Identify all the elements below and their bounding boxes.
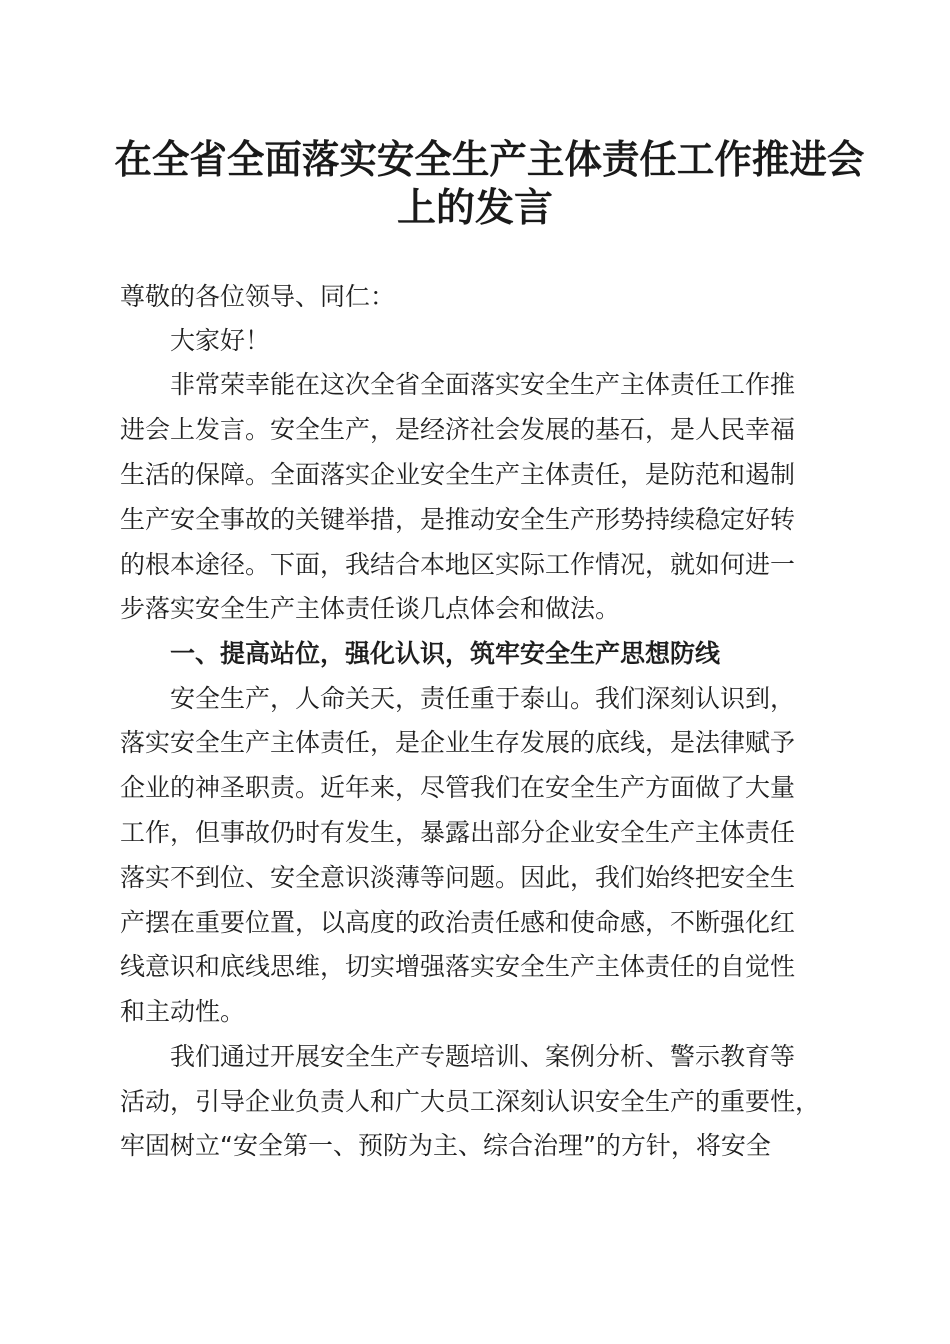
title-line-1: 在全省全面落实安全生产主体责任工作推进会 [114,137,865,183]
para1-line-4: 工作，但事故仍时有发生，暴露出部分企业安全生产主体责任 [120,818,796,847]
intro-line-3: 生活的保障。全面落实企业安全生产主体责任，是防范和遏制 [120,460,796,489]
para1-line-6: 产摆在重要位置，以高度的政治责任感和使命感，不断强化红 [120,908,796,937]
document-title [100,136,865,232]
salutation: 尊敬的各位领导、同仁： [120,282,396,311]
para2-line-1: 我们通过开展安全生产专题培训、案例分析、警示教育等 [170,1042,796,1071]
title-line-2: 上的发言 [396,185,553,231]
intro-line-6: 步落实安全生产主体责任谈几点体会和做法。 [120,594,621,623]
intro-line-1: 非常荣幸能在这次全省全面落实安全生产主体责任工作推 [170,370,796,399]
para1-line-2: 落实安全生产主体责任，是企业生存发展的底线，是法律赋予 [120,728,796,757]
para1-line-8: 和主动性。 [120,997,246,1026]
para1-line-5: 落实不到位、安全意识淡薄等问题。因此，我们始终把安全生 [120,863,796,892]
intro-line-2: 进会上发言。安全生产，是经济社会发展的基石，是人民幸福 [120,415,796,444]
para2-line-2: 活动，引导企业负责人和广大员工深刻认识安全生产的重要性， [120,1087,821,1116]
para1-line-1: 安全生产，人命关天，责任重于泰山。我们深刻认识到， [170,684,796,713]
para1-line-7: 线意识和底线思维，切实增强落实安全生产主体责任的自觉性 [120,952,796,981]
section-heading-1: 一、提高站位，强化认识，筑牢安全生产思想防线 [170,639,721,668]
intro-line-4: 生产安全事故的关键举措，是推动安全生产形势持续稳定好转 [120,505,796,534]
para1-line-3: 企业的神圣职责。近年来，尽管我们在安全生产方面做了大量 [120,773,796,802]
greeting: 大家好！ [170,326,271,355]
para2-line-3: 牢固树立“安全第一、预防为主、综合治理”的方针，将安全 [120,1131,771,1160]
intro-line-5: 的根本途径。下面，我结合本地区实际工作情况，就如何进一 [120,550,796,579]
